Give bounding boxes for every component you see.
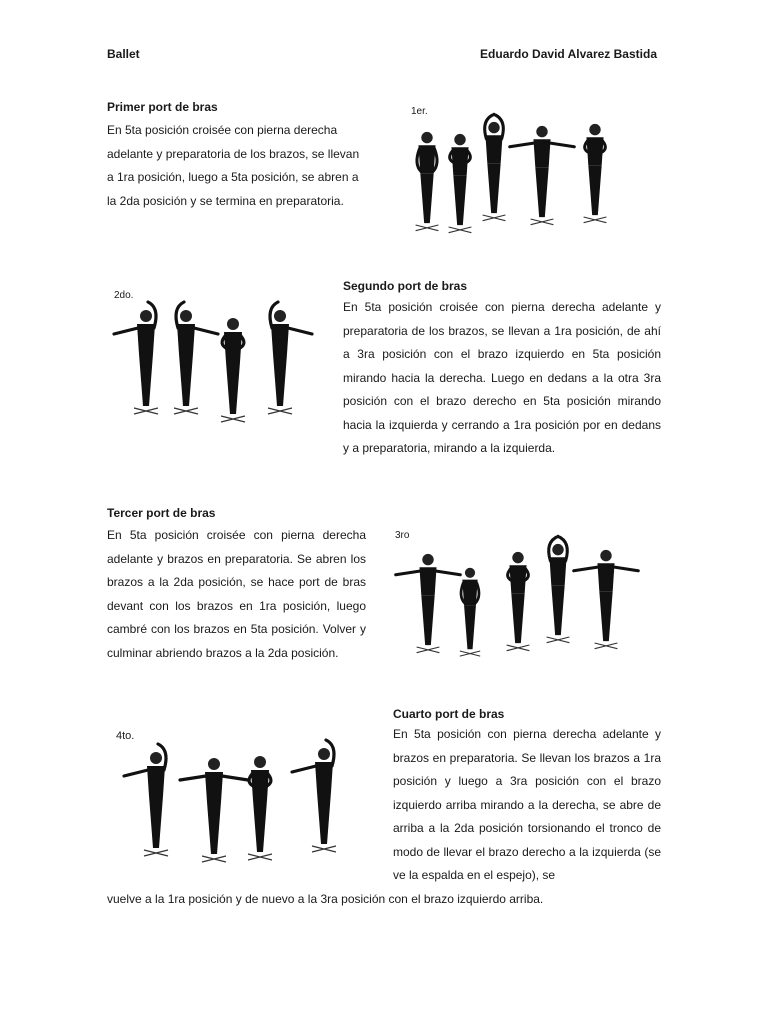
header-author: Eduardo David Alvarez Bastida <box>480 47 657 61</box>
dancer-figure <box>507 552 530 651</box>
dancer-figure <box>114 302 158 414</box>
dancer-figure <box>510 126 575 225</box>
figure-tercer-port-de-bras <box>390 526 655 650</box>
dancer-figure <box>248 756 272 860</box>
figure-label-cuarto: 4to. <box>116 730 135 742</box>
section-body-tercer: En 5ta posición croisée con pierna derecha adelante y brazos en preparatoria. Se abren los brazos a la 2da posición, se hace port de bras devant con los brazos en 1ra posición, luego cambré con los brazos en 5ta posición. Volver y culminar abriendo brazos a la 2da posición. <box>107 528 366 660</box>
figure-primer-port-de-bras <box>402 102 622 237</box>
dancer-illustrations <box>402 102 622 237</box>
section-body-cuarto: En 5ta posición con pierna derecha adelante y brazos en preparatoria. Se llevan los brazos a 1ra posición y luego a 3ra posición con el brazo izquierdo arriba mirando a la derecha, se abre de arriba a la 2da posición torsionando el tronco de modo de llevar el brazo derecho a la izquierda (se ve la espalda en el espejo), se <box>393 727 661 882</box>
dancer-illustrations <box>110 726 350 866</box>
section-body-primer: En 5ta posición croisée con pierna derecha adelante y preparatoria de los brazos, se llevan a 1ra posición, luego a 5ta posición, se abren a la 2da posición y se termina en preparatoria. <box>107 123 360 208</box>
dancer-figure <box>449 134 472 233</box>
figure-label-tercer: 3ro <box>395 530 410 541</box>
dancer-figure <box>292 740 336 852</box>
dancer-illustrations <box>390 526 655 650</box>
figure-label-primer: 1er. <box>411 106 428 117</box>
header-subject: Ballet <box>107 47 140 61</box>
dancer-figure <box>174 302 218 414</box>
dancer-figure <box>584 124 607 223</box>
section-title-segundo: Segundo port de bras <box>343 279 468 293</box>
section-title-tercer: Tercer port de bras <box>107 506 216 520</box>
figure-label-segundo: 2do. <box>114 290 134 301</box>
dancer-figure <box>483 114 506 220</box>
dancer-figure <box>396 554 461 653</box>
dancer-figure <box>547 536 570 642</box>
figure-cuarto-port-de-bras <box>110 726 350 866</box>
section-title-primer: Primer port de bras <box>107 100 218 114</box>
dancer-figure <box>268 302 312 414</box>
dancer-figure <box>221 318 245 422</box>
dancer-figure <box>574 550 639 649</box>
dancer-figure <box>460 568 480 656</box>
dancer-figure <box>124 744 168 856</box>
dancer-illustrations <box>108 286 308 426</box>
section-body-segundo: En 5ta posición croisée con pierna derecha adelante y preparatoria de los brazos, se llevan a 1ra posición, de ahí a 3ra posición con el brazo izquierdo en 5ta posición mirando hacia la derecha. Luego en dedans a la otra 3ra posición con el brazo derecho en 5ta posición mirando hacia la izquierda y cerrando a 1ra posición por en dedans y a preparatoria, mirando a la izquierda. <box>343 300 661 455</box>
section-title-cuarto: Cuarto port de bras <box>393 707 505 721</box>
dancer-figure <box>416 132 439 231</box>
figure-segundo-port-de-bras <box>108 286 308 426</box>
dancer-figure <box>180 758 248 862</box>
section-body-cuarto-continued: vuelve a la 1ra posición y de nuevo a la 3ra posición con el brazo izquierdo arriba. <box>107 892 544 906</box>
